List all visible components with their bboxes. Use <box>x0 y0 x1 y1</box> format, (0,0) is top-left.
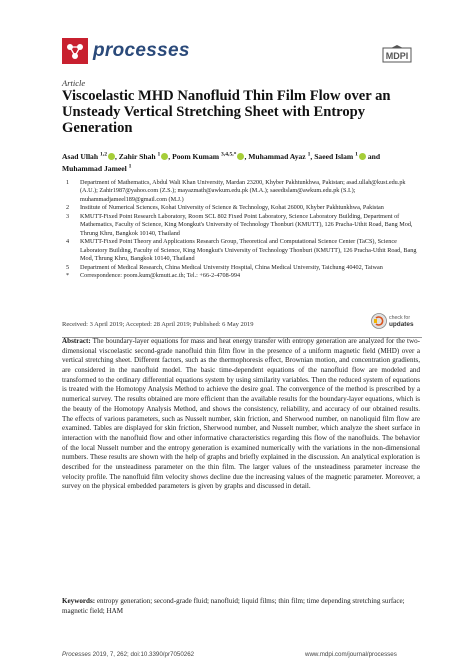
citation-footer <box>62 651 194 658</box>
affiliation-number: 2 <box>66 204 70 212</box>
author-separator: , <box>168 152 173 161</box>
author-affiliation-marker: 1,2 <box>100 151 107 158</box>
author-separator: and <box>365 152 381 161</box>
author-affiliation-marker: 1 <box>128 162 132 169</box>
orcid-icon[interactable] <box>359 153 366 160</box>
affiliation-number: 4 <box>66 238 70 246</box>
affiliation-item <box>62 204 422 212</box>
citation-journal: Processes <box>62 651 91 658</box>
affiliation-item <box>62 264 422 272</box>
affiliation-number: 5 <box>66 263 70 271</box>
publication-dates: Received: 3 April 2019; Accepted: 28 April 2019; Published: 6 May 2019 <box>62 321 254 328</box>
affiliation-item <box>62 179 422 204</box>
abstract-label: Abstract: <box>62 337 91 345</box>
author-name: Asad Ullah <box>62 152 99 161</box>
author-separator: , <box>244 152 249 161</box>
citation-details: 2019, 7, 262; doi:10.3390/pr7050262 <box>92 651 195 658</box>
author-affiliation-marker: 3,4,5,* <box>221 151 237 158</box>
paper-title: Viscoelastic MHD Nanofluid Thin Film Flow over an Unsteady Vertical Stretching Sheet with Entropy Generation <box>62 88 391 136</box>
publisher-name: MDPI <box>385 51 409 61</box>
author-name: Zahir Shah <box>118 152 156 161</box>
author-affiliation-marker: 1 <box>307 151 311 158</box>
affiliation-item <box>62 238 422 263</box>
keywords <box>62 597 420 616</box>
author-separator: , <box>115 152 119 161</box>
author-name: Muhammad Jameel <box>62 163 127 173</box>
author-name: Poom Kumam <box>172 152 220 161</box>
mdpi-logo-icon <box>381 44 413 64</box>
journal-name: processes <box>93 40 190 61</box>
affiliation-text: KMUTT-Fixed Point Research Laboratory, Room SCL 802 Fixed Point Laboratory, Science Laboratory Building, Department of Mathematics, Faculty of Science, King Mongkut's University of Technology Thonburi (KMUTT), 126 Pracha-Uthit Road, Bang Mod, Thrung Khru, Bangkok 10140, Thailand <box>80 213 413 237</box>
check-for-text: check for <box>389 315 411 321</box>
affiliation-text: Department of Medical Research, China Medical University Hospital, China Medical University, Taichung 40402, Taiwan <box>80 263 383 271</box>
affiliation-number: 1 <box>66 179 70 186</box>
affiliation-text: Institute of Numerical Sciences, Kohat University of Science & Technology, Kohat 26000, Khyber Pakhtunkhwa, Pakistan <box>80 204 384 212</box>
affiliation-item <box>62 272 422 280</box>
keywords-text: entropy generation; second-grade fluid; nanofluid; liquid films; thin film; time depending stretching surface; magnetic field; HAM <box>62 597 405 615</box>
author-list <box>62 151 422 174</box>
keywords-label: Keywords: <box>62 597 96 605</box>
author-separator: , <box>310 152 315 161</box>
orcid-icon[interactable] <box>108 153 115 160</box>
author-affiliation-marker: 1 <box>355 151 358 158</box>
journal-logo-icon <box>62 38 88 64</box>
article-type: Article <box>62 78 86 88</box>
affiliation-text: KMUTT-Fixed Point Theory and Applications Research Group, Theoretical and Computational Science Center (TaCS), Science Laboratory Building, Faculty of Science, King Mongkut's University of Technology Thonburi (KMUTT), 126 Pracha-Uthit Road, Bang Mod, Thrung Khru, Bangkok 10140, Thailand <box>80 238 417 263</box>
abstract-text: The boundary-layer equations for mass and heat energy transfer with entropy generation are analyzed for the two-dimensional viscoelastic second-grade nanofluid thin film flow in the presence of a uniform magnetic field (MHD) over a vertical stretching sheet. Different factors, such as the thermophoresis effect, Brownian motion, and concentration gradients, are considered in the nanofluid model. The basic time-dependent equations of the nanofluid flow are modeled and transformed to the ordinary differential equations system by using similarity variables. Then the reduced system of equations is treated with the Homotopy Analysis Method to achieve the desire goal. The convergence of the method is prescribed by a numerical survey. The results obtained are more efficient than the available results for the boundary-layer equations, which is the beauty of the Homotopy Analysis Method, and shows the consistency, reliability, and accuracy of our obtained results. The effects of various parameters, such as Nusselt number, skin friction, and Sherwood number, on nanoliquid film flow are examined. Tables are displayed for skin friction, Sherwood number, and Nusselt number, which analyze the sheet surface in interaction with the nanofluid flow and other informative characteristics regarding this flow of the nanofluids. The behavior of the local Nusselt number and the entropy generation is examined numerically with the variations in the non-dimensional numbers. These results are shown with the help of graphs and briefly explained in the discussion. An analytical exploration is described for the unsteadiness parameter on the thin film. The larger values of the unsteadiness parameter increase the velocity profile. The nanofluid film velocity shows decline due the increasing values of the magnetic parameter. Moreover, a survey on the physical embedded parameters is given by graphs and discussed in detail. <box>62 337 420 491</box>
affiliations <box>62 179 422 281</box>
affiliation-number: 3 <box>66 213 70 220</box>
author-name: Saeed Islam <box>314 152 354 161</box>
affiliation-text: Department of Mathematics, Abdul Wali Khan University, Mardan 23200, Khyber Pakhtunkhwa, Pakistan; asad.ullah@kust.edu.pk (A.U.); Zahir1987@yahoo.com (Z.S.); mayazmath@awkum.edu.pk (M.A.); saeedislam@awkum.edu.pk (S.I.); muhammadjameel189@gmail.com (M.J.) <box>80 179 406 203</box>
check-for-updates-badge[interactable] <box>370 310 418 332</box>
affiliation-number: * <box>66 272 70 280</box>
affiliation-item <box>62 213 422 238</box>
abstract <box>62 337 420 492</box>
updates-text: updates <box>389 321 414 328</box>
author-name: Muhammad Ayaz <box>248 152 306 161</box>
affiliation-text: Correspondence: poom.kum@kmutt.ac.th; Tel.: +66-2-4708-994 <box>80 272 241 280</box>
author-affiliation-marker: 1 <box>157 151 161 158</box>
journal-website-link[interactable]: www.mdpi.com/journal/processes <box>305 651 397 658</box>
